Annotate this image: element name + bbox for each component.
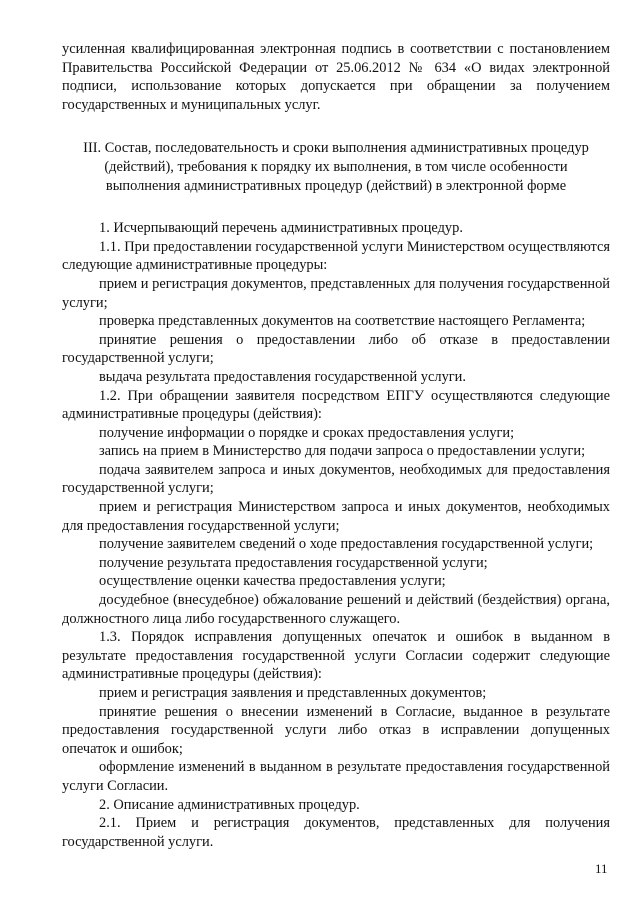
paragraph: оформление изменений в выданном в результате предоставления государственной услуги Согласии.: [62, 759, 610, 794]
section-heading-line: (действий), требования к порядку их выполнения, в том числе особенности: [104, 158, 568, 175]
paragraph: прием и регистрация документов, представленных для получения государственной услуги;: [62, 275, 610, 311]
paragraph: осуществление оценки качества предоставления услуги;: [99, 573, 446, 590]
paragraph: выдача результата предоставления государственной услуги.: [99, 368, 466, 385]
section-heading: [62, 139, 610, 195]
paragraph: 2.1. Прием и регистрация документов, представленных для получения государственной услуги.: [62, 815, 610, 850]
intro-paragraph: усиленная квалифицированная электронная подпись в соответствии с постановлением Правительства Российской Федерации от 25.06.2012 № 634 «О видах электронной подписи, использование которых допускается при обращении за получением государственных и муниципальных услуг.: [62, 41, 610, 113]
section-heading-line: выполнения административных процедур (действий) в электронной форме: [105, 177, 567, 194]
paragraph: прием и регистрация Министерством запроса и иных документов, необходимых для предоставления государственной услуги;: [62, 499, 610, 534]
paragraph: проверка представленных документов на соответствие настоящего Регламента;: [99, 313, 586, 330]
paragraph: 1.1. При предоставлении государственной услуги Министерством осуществляются следующие административные процедуры:: [62, 238, 610, 274]
paragraph: 2. Описание административных процедур.: [99, 796, 360, 813]
paragraph: получение заявителем сведений о ходе предоставления государственной услуги;: [99, 536, 594, 553]
paragraph: 1.3. Порядок исправления допущенных опечаток и ошибок в выданном в результате предоставления государственной услуги Согласии содержит следующие административные процедуры (действия):: [62, 629, 610, 683]
paragraph: подача заявителем запроса и иных документов, необходимых для предоставления государственной услуги;: [62, 461, 610, 497]
paragraph: получение информации о порядке и сроках предоставления услуги;: [99, 424, 515, 441]
paragraph: прием и регистрация заявления и представленных документов;: [99, 685, 487, 701]
paragraph: принятие решения о предоставлении либо об отказе в предоставлении государственной услуги;: [62, 331, 610, 367]
paragraph: получение результата предоставления государственной услуги;: [99, 554, 488, 571]
paragraph: досудебное (внесудебное) обжалование решений и действий (бездействия) органа, должностного лица либо государственного служащего.: [62, 592, 610, 627]
paragraph: запись на прием в Министерство для подачи запроса о предоставлении услуги;: [99, 443, 586, 460]
page-number: 11: [595, 861, 608, 876]
paragraph: 1. Исчерпывающий перечень административных процедур.: [99, 220, 463, 237]
section-heading-line: III. Состав, последовательность и сроки выполнения административных процедур: [83, 140, 589, 157]
paragraph: 1.2. При обращении заявителя посредством ЕПГУ осуществляются следующие административные процедуры (действия):: [62, 387, 610, 423]
document-page: [62, 40, 610, 851]
paragraph: принятие решения о внесении изменений в Согласие, выданное в результате предоставления государственной услуги либо отказ в исправлении допущенных опечаток и ошибок;: [62, 703, 610, 757]
